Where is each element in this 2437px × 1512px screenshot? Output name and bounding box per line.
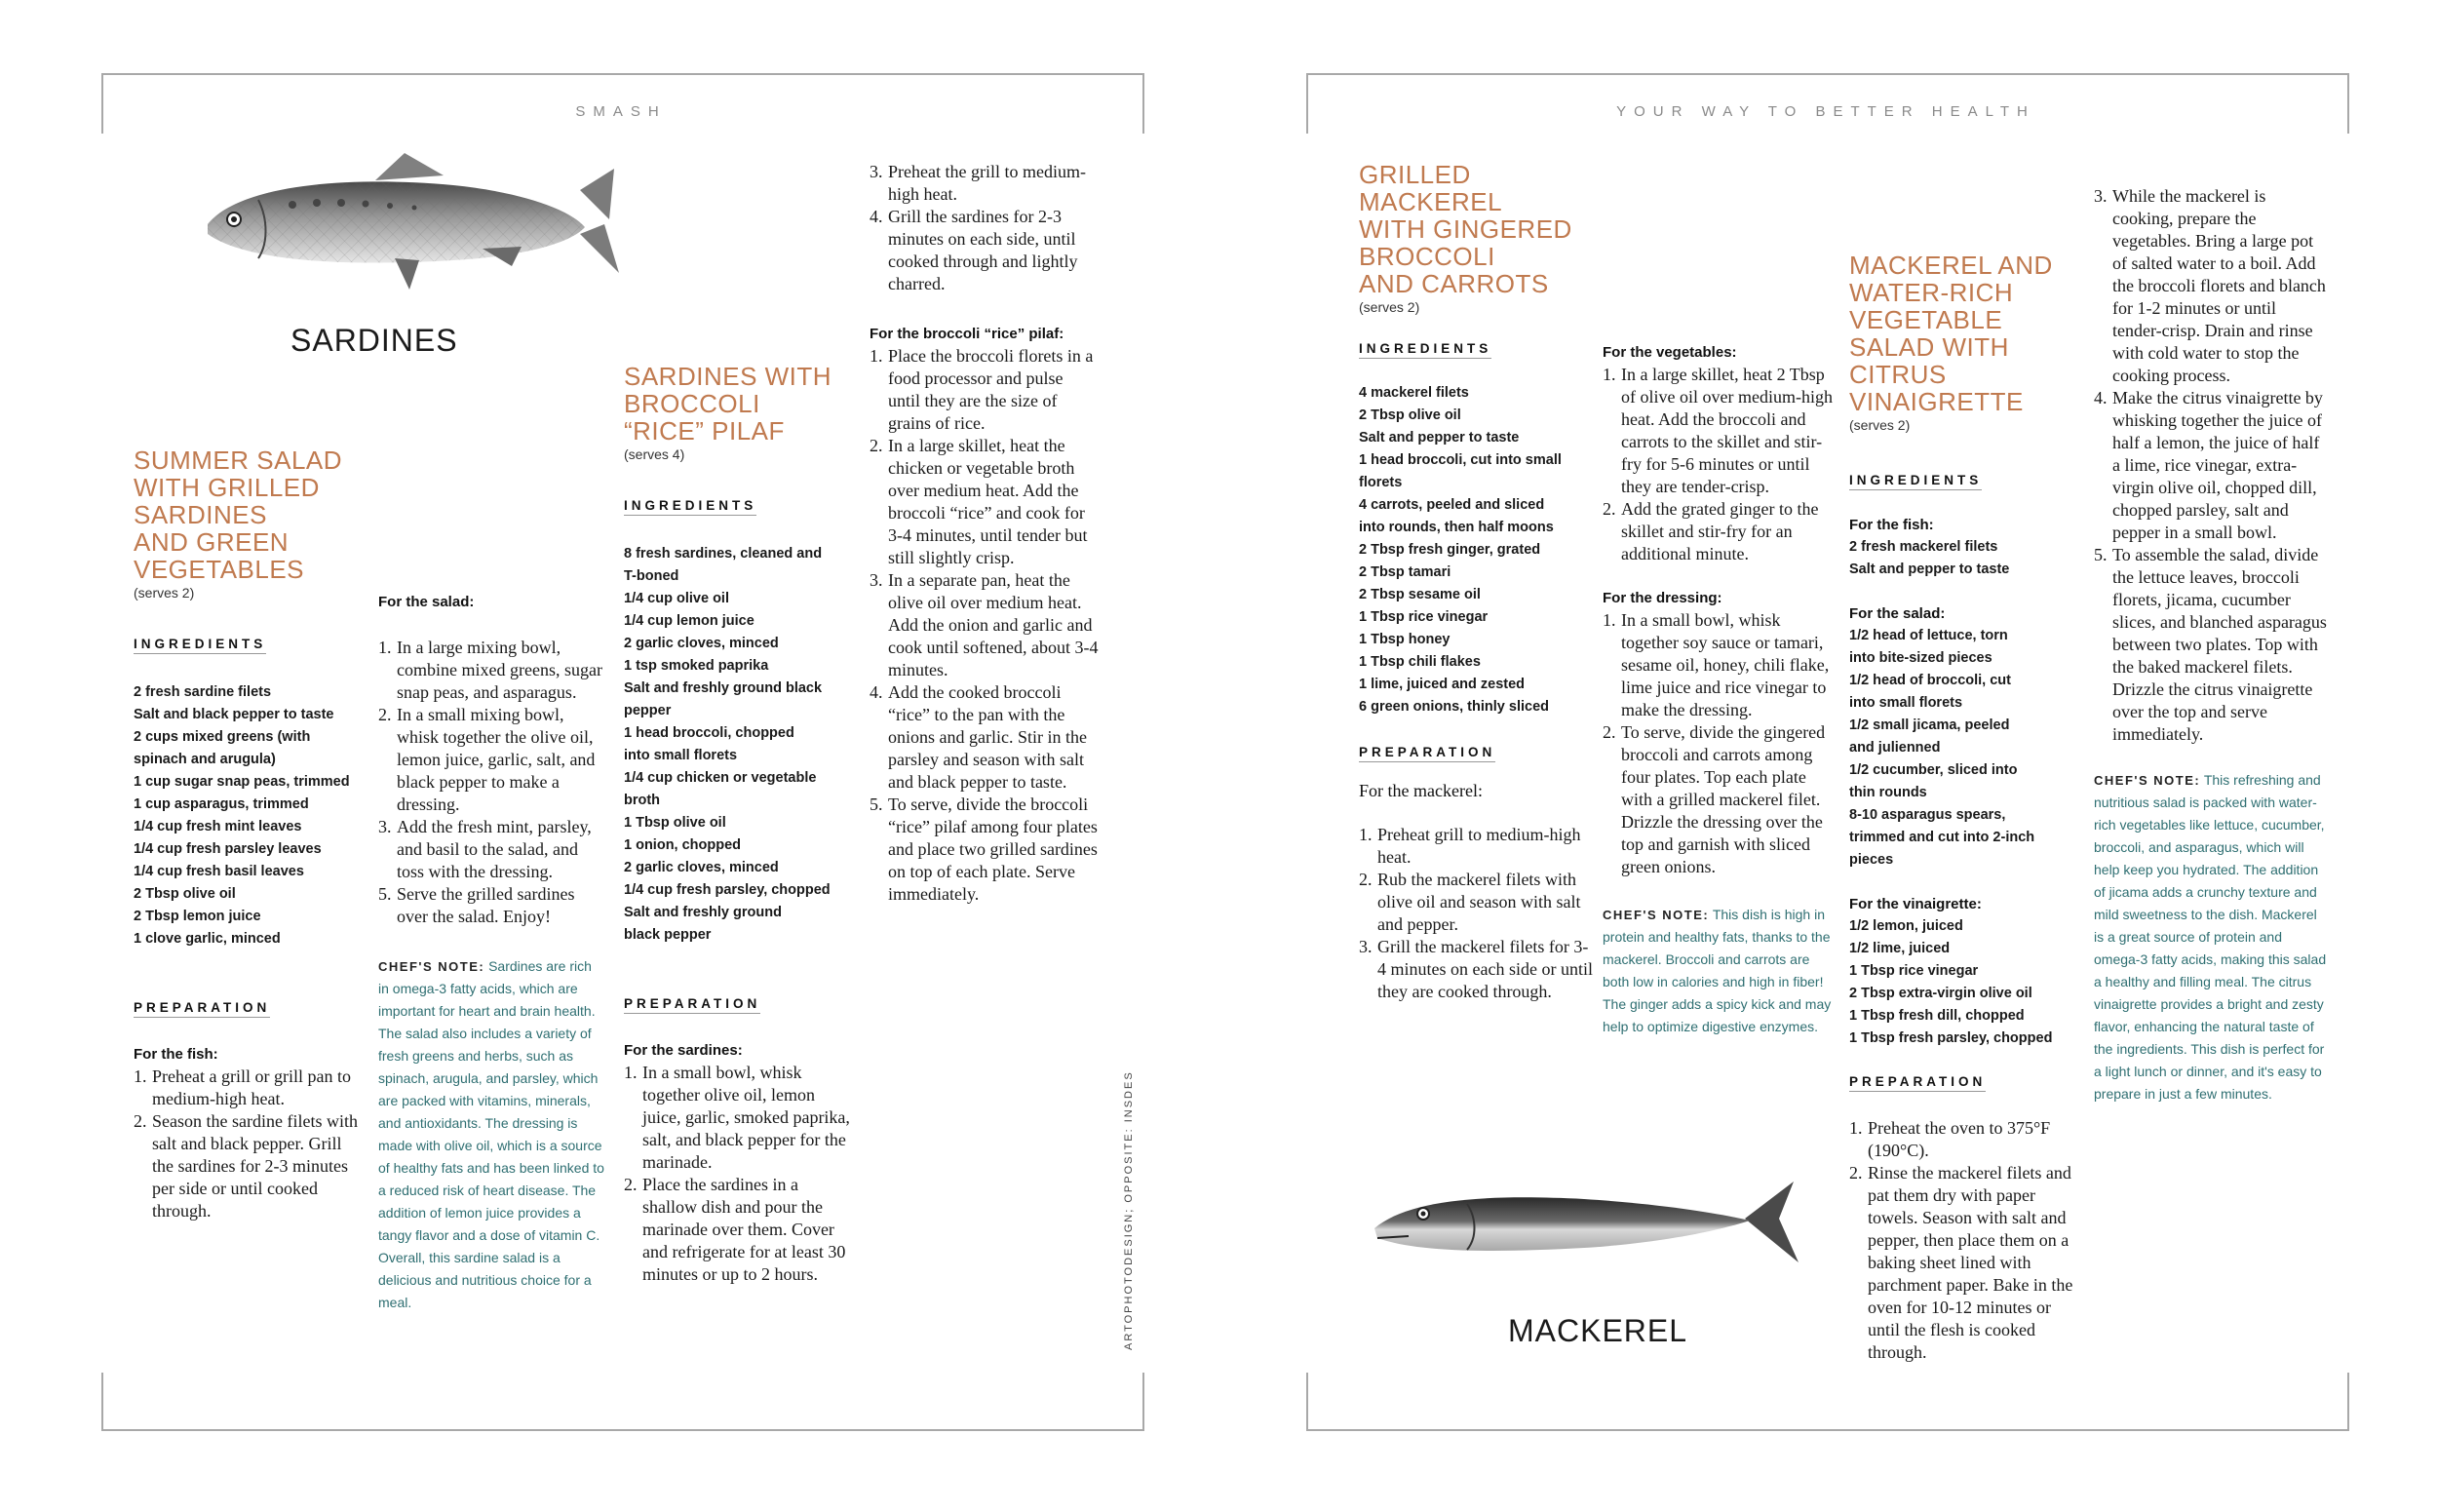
ingredient-item: 2 cups mixed greens (with <box>134 729 311 745</box>
preparation-steps-continued <box>2094 185 2328 746</box>
ingredient-item: 1 Tbsp fresh dill, chopped <box>1849 1008 2025 1024</box>
sardine-illustration <box>200 151 716 307</box>
ingredient-item: Salt and freshly ground <box>624 905 782 920</box>
ingredient-item: 1 cup asparagus, trimmed <box>134 796 309 812</box>
ingredient-item: 1 Tbsp olive oil <box>624 815 726 831</box>
grilled-mackerel-steps-column <box>1603 341 1833 1038</box>
ingredient-item: florets <box>1359 475 1403 490</box>
step-item: 2. Add the grated ginger to the skillet and stir-fry for an additional minute. <box>1603 499 1819 563</box>
ingredient-item: 1/4 cup lemon juice <box>624 613 754 629</box>
step-item: 1. In a small bowl, whisk together olive oil, lemon juice, garlic, smoked paprika, salt, and black pepper for the marinade. <box>624 1063 850 1172</box>
ingredient-item: 2 Tbsp sesame oil <box>1359 587 1481 602</box>
ingredient-item: into small florets <box>624 748 738 763</box>
ingredient-item: spinach and arugula) <box>134 752 276 767</box>
ingredients-heading: INGREDIENTS <box>1359 341 1491 359</box>
step-item: 4. Add the cooked broccoli “rice” to the pan with the onions and garlic. Stir in the parsley and season with salt and black pepper to taste. <box>870 682 1087 792</box>
step-item: 1. Preheat the oven to 375°F (190°C). <box>1849 1118 2051 1160</box>
ingredient-item: pieces <box>1849 852 1894 868</box>
mackerel-salad-steps-column <box>2094 185 2328 1105</box>
ingredient-item: 8 fresh sardines, cleaned and <box>624 546 823 562</box>
mackerel-label: MACKEREL <box>1508 1313 1688 1348</box>
step-item: 3. In a separate pan, heat the olive oil over medium heat. Add the onion and garlic and cook until softened, about 3-4 minutes. <box>870 570 1099 679</box>
ingredient-item: black pepper <box>624 927 712 943</box>
ingredient-item: 1 onion, chopped <box>624 837 742 853</box>
left-running-head: SMASH <box>575 103 667 120</box>
summer-salad-recipe <box>134 446 363 1222</box>
ingredient-item: 1 Tbsp fresh parsley, chopped <box>1849 1030 2053 1046</box>
right-running-head: YOUR WAY TO BETTER HEALTH <box>1616 103 2035 120</box>
sardines-pilaf-recipe <box>624 363 850 1286</box>
vinaigrette-ingredients-list <box>1849 915 2078 1050</box>
step-item: 5. Serve the grilled sardines over the salad. Enjoy! <box>378 884 575 926</box>
vinaigrette-subhead: For the vinaigrette: <box>1849 896 1982 912</box>
vegetables-steps <box>1603 364 1833 565</box>
step-item: 5. To serve, divide the broccoli “rice” pilaf among four plates and place two grilled sardines on top of each plate. Serve immediately. <box>870 795 1098 904</box>
ingredient-item: 4 carrots, peeled and sliced <box>1359 497 1545 513</box>
ingredient-item: 2 fresh sardine filets <box>134 684 272 700</box>
ingredients-list <box>1359 382 1593 718</box>
recipe-title: GRILLED MACKEREL WITH GINGERED BROCCOLI AND CARROTS <box>1359 160 1572 298</box>
dressing-subhead: For the dressing: <box>1603 590 1722 606</box>
mackerel-salad-recipe <box>1849 252 2078 1364</box>
summer-salad-steps-column <box>378 591 604 1314</box>
ingredient-item: 2 Tbsp tamari <box>1359 564 1451 580</box>
ingredient-item: 1 cup sugar snap peas, trimmed <box>134 774 350 790</box>
sardines-subhead: For the sardines: <box>624 1042 743 1059</box>
ingredient-item: Salt and pepper to taste <box>1849 562 2010 577</box>
ingredient-item: trimmed and cut into 2-inch <box>1849 830 2035 845</box>
salad-subhead: For the salad: <box>1849 605 1946 622</box>
pilaf-steps <box>870 345 1099 906</box>
ingredient-item: 2 fresh mackerel filets <box>1849 539 1998 555</box>
photo-credit: ARTOPHOTODESIGN; OPPOSITE: INSDES <box>1123 1070 1135 1350</box>
ingredients-heading: INGREDIENTS <box>624 498 756 516</box>
sardines-pilaf-steps-column <box>870 161 1099 906</box>
ingredient-item: 1/2 cucumber, sliced into <box>1849 762 2018 778</box>
ingredients-heading: INGREDIENTS <box>1849 473 1982 490</box>
ingredient-item: 2 garlic cloves, minced <box>624 860 779 875</box>
ingredient-item: into rounds, then half moons <box>1359 520 1554 535</box>
ingredient-item: into small florets <box>1849 695 1963 711</box>
ingredient-item: 2 Tbsp fresh ginger, grated <box>1359 542 1541 558</box>
ingredient-item: 1 Tbsp chili flakes <box>1359 654 1481 670</box>
ingredient-item: 1 Tbsp honey <box>1359 632 1451 647</box>
ingredient-item: 2 Tbsp lemon juice <box>134 909 261 924</box>
step-item: 1. Place the broccoli florets in a food processor and pulse until they are the size of grains of rice. <box>870 346 1094 433</box>
serves-count: (serves 2) <box>134 585 195 601</box>
dressing-steps <box>1603 609 1833 878</box>
step-item: 3. Grill the mackerel filets for 3-4 minutes on each side or until they are cooked through. <box>1359 937 1593 1001</box>
fish-steps <box>134 1066 363 1222</box>
ingredient-item: 1 clove garlic, minced <box>134 931 281 947</box>
recipe-title: SUMMER SALAD WITH GRILLED SARDINES AND GREEN VEGETABLES <box>134 446 343 584</box>
ingredient-item: 1/2 head of broccoli, cut <box>1849 673 2011 688</box>
vegetables-subhead: For the vegetables: <box>1603 344 1737 361</box>
ingredient-item: 1 head broccoli, cut into small <box>1359 452 1562 468</box>
right-page-frame-bottom <box>1306 1373 2349 1431</box>
chefs-note: CHEF'S NOTE: This dish is high in protein and healthy fats, thanks to the mackerel. Broccoli and carrots are both low in calories and high in fiber! The ginger adds a spicy kick and may help to optimize digestive enzymes. <box>1603 907 1832 1034</box>
ingredient-item: 1 tsp smoked paprika <box>624 658 769 674</box>
ingredients-heading: INGREDIENTS <box>134 637 266 654</box>
ingredient-item: 1/4 cup olive oil <box>624 591 729 606</box>
ingredient-item: 1/2 lime, juiced <box>1849 941 1951 956</box>
recipe-title: MACKEREL AND WATER-RICH VEGETABLE SALAD WITH CITRUS VINAIGRETTE <box>1849 251 2053 416</box>
fish-ingredients-list <box>1849 536 2078 581</box>
recipe-title: SARDINES WITH BROCCOLI “RICE” PILAF <box>624 362 832 446</box>
ingredient-item: Salt and black pepper to taste <box>134 707 334 722</box>
ingredient-item: 2 garlic cloves, minced <box>624 636 779 651</box>
step-item: 1. Preheat a grill or grill pan to medium-high heat. <box>134 1066 351 1108</box>
mackerel-illustration <box>1370 1170 1818 1277</box>
ingredient-item: pepper <box>624 703 672 718</box>
chefs-note: CHEF'S NOTE: This refreshing and nutritious salad is packed with water-rich vegetables like lettuce, cucumber, broccoli, and asparagus, which will help keep you hydrated. The addition of jicama adds a crunchy texture and mild sweetness to the dish. Mackerel is a great source of protein and omega-3 fatty acids, making this salad a healthy and filling meal. The citrus vinaigrette provides a bright and zesty flavor, enhancing the natural taste of the ingredients. This dish is perfect for a light lunch or dinner, and it's easy to prepare in just a few minutes. <box>2094 772 2327 1102</box>
ingredient-item: 2 Tbsp olive oil <box>1359 407 1461 423</box>
mackerel-steps <box>1359 824 1593 1003</box>
chefs-note: CHEF'S NOTE: Sardines are rich in omega-3 fatty acids, which are important for heart and brain health. The salad also includes a variety of fresh greens and herbs, such as spinach, arugula, and parsley, which are packed with vitamins, minerals, and antioxidants. The dressing is made with olive oil, which is a source of healthy fats and has been linked to a reduced risk of heart disease. The addition of lemon juice provides a tangy flavor and a dose of vitamin C. Overall, this sardine salad is a delicious and nutritious choice for a meal. <box>378 958 604 1310</box>
preparation-heading: PREPARATION <box>1849 1074 1986 1092</box>
step-item: 1. In a small bowl, whisk together soy sauce or tamari, sesame oil, honey, chili flake, lime juice and rice vinegar to make the dressing. <box>1603 610 1830 719</box>
left-page-frame-bottom <box>101 1373 1144 1431</box>
step-item: 2. Season the sardine filets with salt and black pepper. Grill the sardines for 2-3 minutes per side or until cooked through. <box>134 1111 358 1221</box>
preparation-heading: PREPARATION <box>1359 745 1495 762</box>
ingredients-list <box>134 681 363 950</box>
step-item: 2. To serve, divide the gingered broccoli and carrots among four plates. Top each plate with a grilled mackerel filet. Drizzle the dressing over the top and garnish with sliced green onions. <box>1603 722 1826 876</box>
ingredient-item: into bite-sized pieces <box>1849 650 1992 666</box>
sardines-steps <box>624 1062 850 1286</box>
ingredient-item: 1/4 cup fresh mint leaves <box>134 819 302 834</box>
ingredient-item: 1 Tbsp rice vinegar <box>1359 609 1489 625</box>
ingredient-item: 1/4 cup chicken or vegetable <box>624 770 817 786</box>
fish-subhead: For the fish: <box>134 1046 218 1063</box>
step-item: 4. Grill the sardines for 2-3 minutes on each side, until cooked through and lightly charred. <box>870 207 1078 293</box>
preparation-steps <box>1849 1117 2078 1364</box>
ingredient-item: 2 Tbsp olive oil <box>134 886 236 902</box>
sardines-steps-continued <box>870 161 1099 295</box>
step-item: 1. In a large skillet, heat 2 Tbsp of olive oil over medium-high heat. Add the broccoli and carrots to the skillet and stir-fry for 5-6 minutes or until they are tender-crisp. <box>1603 365 1833 496</box>
step-item: 2. Rinse the mackerel filets and pat them dry with paper towels. Season with salt and pepper, then place them on a baking sheet lined with parchment paper. Bake in the oven for 10-12 minutes or until the flesh is cooked through. <box>1849 1163 2073 1362</box>
mackerel-subhead: For the mackerel: <box>1359 781 1483 800</box>
grilled-mackerel-recipe <box>1359 161 1593 1003</box>
ingredient-item: 8-10 asparagus spears, <box>1849 807 2006 823</box>
step-item: 1. Preheat grill to medium-high heat. <box>1359 825 1581 867</box>
step-item: 1. In a large mixing bowl, combine mixed greens, sugar snap peas, and asparagus. <box>378 638 602 702</box>
step-item: 5. To assemble the salad, divide the lettuce leaves, broccoli florets, jicama, cucumber slices, and blanched asparagus between two plates. Top with the baked mackerel filets. Drizzle the citrus vinaigrette over the top and serve immediately. <box>2094 545 2327 744</box>
ingredient-item: 1/2 lemon, juiced <box>1849 918 1963 934</box>
step-item: 2. In a large skillet, heat the chicken or vegetable broth over medium heat. Add the broccoli “rice” and cook for 3-4 minutes, until tender but still slightly crisp. <box>870 436 1088 567</box>
serves-count: (serves 2) <box>1849 417 1911 433</box>
ingredient-item: and julienned <box>1849 740 1941 756</box>
fish-subhead: For the fish: <box>1849 517 1934 533</box>
ingredient-item: 2 Tbsp extra-virgin olive oil <box>1849 986 2032 1001</box>
sardines-label: SARDINES <box>290 323 458 358</box>
serves-count: (serves 2) <box>1359 299 1420 315</box>
ingredient-item: Salt and freshly ground black <box>624 680 823 696</box>
ingredients-list <box>624 543 850 947</box>
ingredient-item: 1/4 cup fresh basil leaves <box>134 864 304 879</box>
ingredient-item: 1 lime, juiced and zested <box>1359 677 1526 692</box>
step-item: 2. In a small mixing bowl, whisk together the olive oil, lemon juice, garlic, salt, and black pepper to make a dressing. <box>378 705 596 814</box>
step-item: 2. Rub the mackerel filets with olive oil and season with salt and pepper. <box>1359 870 1581 934</box>
ingredient-item: 1/2 head of lettuce, torn <box>1849 628 2008 643</box>
ingredient-item: 1/2 small jicama, peeled <box>1849 717 2010 733</box>
ingredient-item: 1/4 cup fresh parsley, chopped <box>624 882 831 898</box>
salad-steps <box>378 637 604 928</box>
preparation-heading: PREPARATION <box>134 1000 270 1018</box>
step-item: 3. While the mackerel is cooking, prepare the vegetables. Bring a large pot of salted water to a boil. Add the broccoli florets and blanch for 1-2 minutes or until tender-crisp. Drain and rinse with cold water to stop the cooking process. <box>2094 186 2326 385</box>
step-item: 3. Preheat the grill to medium-high heat. <box>870 162 1086 204</box>
step-item: 3. Add the fresh mint, parsley, and basil to the salad, and toss with the dressing. <box>378 817 592 881</box>
salad-ingredients-list <box>1849 625 2078 872</box>
ingredient-item: T-boned <box>624 568 679 584</box>
ingredient-item: 1/4 cup fresh parsley leaves <box>134 841 322 857</box>
ingredient-item: 1 Tbsp rice vinegar <box>1849 963 1979 979</box>
pilaf-subhead: For the broccoli “rice” pilaf: <box>870 326 1064 342</box>
serves-count: (serves 4) <box>624 446 685 462</box>
ingredient-item: 6 green onions, thinly sliced <box>1359 699 1549 715</box>
step-item: 4. Make the citrus vinaigrette by whisking together the juice of half a lemon, the juice of half a lime, rice vinegar, extra-virgin olive oil, chopped dill, chopped parsley, salt and pepper in a small bowl. <box>2094 388 2323 542</box>
ingredient-item: thin rounds <box>1849 785 1927 800</box>
salad-subhead: For the salad: <box>378 594 475 610</box>
ingredient-item: Salt and pepper to taste <box>1359 430 1520 446</box>
ingredient-item: 1 head broccoli, chopped <box>624 725 794 741</box>
ingredient-item: 4 mackerel filets <box>1359 385 1469 401</box>
step-item: 2. Place the sardines in a shallow dish and pour the marinade over them. Cover and refrigerate for at least 30 minutes or up to 2 hours. <box>624 1175 846 1284</box>
preparation-heading: PREPARATION <box>624 996 760 1014</box>
ingredient-item: broth <box>624 793 661 808</box>
